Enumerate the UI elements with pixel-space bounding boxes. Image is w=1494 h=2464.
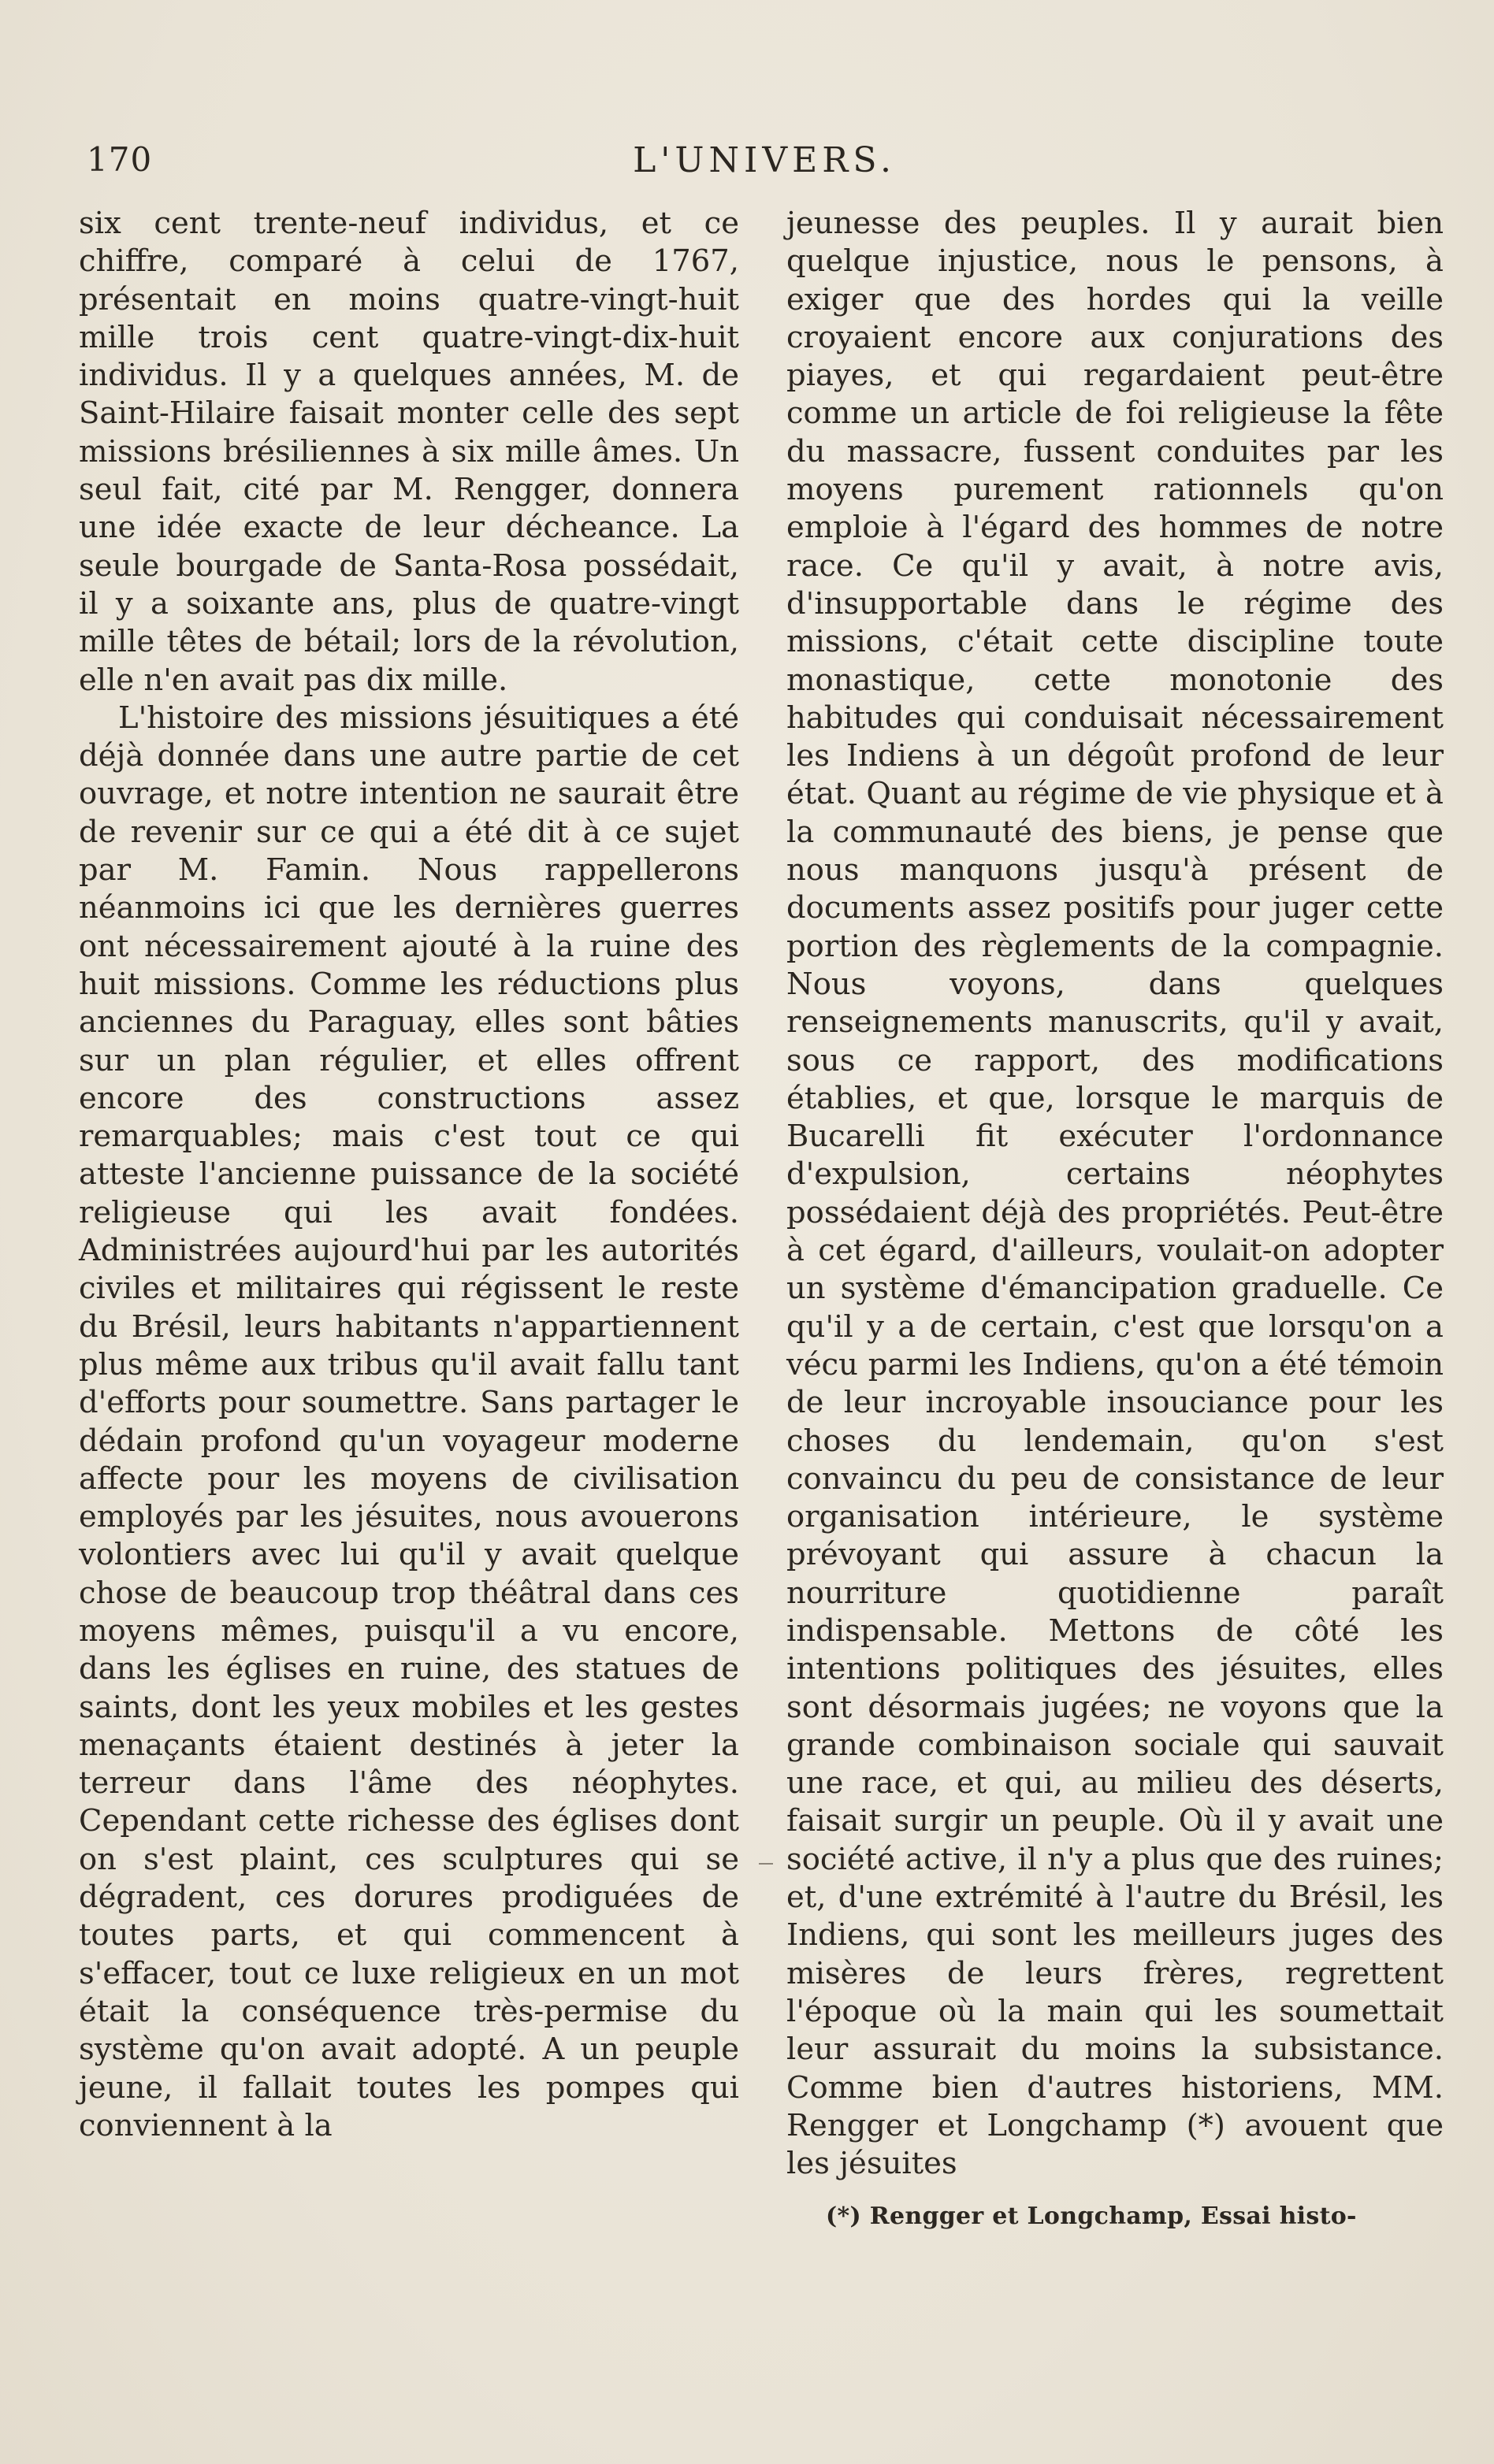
footnote: (*) Rengger et Longchamp, Essai histo- — [826, 2202, 1357, 2230]
right-column — [786, 205, 1444, 2183]
left-paragraph-2: L'histoire des missions jésuitiques a été déjà donnée dans une autre partie de cet ouvrage, et notre intention ne saurait être de revenir sur ce qui a été dit à ce sujet par M. Famin. Nous rappellerons néanmoins ici que les dernières guerres ont nécessairement ajouté à la ruine des huit missions. Comme les réductions plus anciennes du Paraguay, elles sont bâties sur un plan régulier, et elles offrent encore des constructions assez remarquables; mais c'est tout ce qui atteste l'ancienne puissance de la société religieuse qui les avait fondées. Administrées aujourd'hui par les autorités civiles et militaires qui régissent le reste du Brésil, leurs habitants n'appartiennent plus même aux tribus qu'il avait fallu tant d'efforts pour soumettre. Sans partager le dédain profond qu'un voyageur moderne affecte pour les moyens de civilisation employés par les jésuites, nous avouerons volontiers avec lui qu'il y avait quelque chose de beaucoup trop théâtral dans ces moyens mêmes, puisqu'il a vu encore, dans les églises en ruine, des statues de saints, dont les yeux mobiles et les gestes menaçants étaient destinés à jeter la terreur dans l'âme des néophytes. Cependant cette richesse des églises dont on s'est plaint, ces sculptures qui se dégradent, ces dorures prodiguées de toutes parts, et qui commencent à s'effacer, tout ce luxe religieux en un mot était la conséquence très-permise du système qu'on avait adopté. A un peuple jeune, il fallait toutes les pompes qui conviennent à la — [79, 699, 739, 2143]
running-head — [79, 140, 1450, 187]
page-number: 170 — [87, 140, 153, 179]
left-column — [79, 205, 739, 2145]
right-paragraph-1: jeunesse des peuples. Il y aurait bien quelque injustice, nous le pensons, à exiger que des hordes qui la veille croyaient encore aux conjurations des piayes, et qui regardaient peut-être comme un article de foi religieuse la fête du massacre, fussent conduites par les moyens purement rationnels qu'on emploie à l'égard des hommes de notre race. Ce qu'il y avait, à notre avis, d'insupportable dans le régime des missions, c'était cette discipline toute monastique, cette monotonie des habitudes qui conduisait nécessairement les Indiens à un dégoût profond de leur état. Quant au régime de vie physique et à la communauté des biens, je pense que nous manquons jusqu'à présent de documents assez positifs pour juger cette portion des règlements de la compagnie. Nous voyons, dans quelques renseignements manuscrits, qu'il y avait, sous ce rapport, des modifications établies, et que, lorsque le marquis de Bucarelli fit exécuter l'ordonnance d'expulsion, certains néophytes possédaient déjà des propriétés. Peut-être à cet égard, d'ailleurs, voulait-on adopter un système d'émancipation graduelle. Ce qu'il y a de certain, c'est que lorsqu'on a vécu parmi les Indiens, qu'on a été témoin de leur incroyable insouciance pour les choses du lendemain, qu'on s'est convaincu du peu de consistance de leur organisation intérieure, le système prévoyant qui assure à chacun la nourriture quotidienne paraît indispensable. Mettons de côté les intentions politiques des jésuites, elles sont désormais jugées; ne voyons que la grande combinaison sociale qui sauvait une race, et qui, au milieu des déserts, faisait surgir un peuple. Où il y avait une société active, il n'y a plus que des ruines; et, d'une extrémité à l'autre du Brésil, les Indiens, qui sont les meilleurs juges des misères de leurs frères, regrettent l'époque où la main qui les soumettait leur assurait du moins la subsistance. Comme bien d'autres historiens, MM. Rengger et Longchamp (*) avouent que les jésuites — [786, 206, 1444, 2182]
running-title: L'UNIVERS. — [633, 140, 896, 180]
margin-mark — [759, 1863, 773, 1865]
left-paragraph-1: six cent trente-neuf individus, et ce chiffre, comparé à celui de 1767, présentait en moins quatre-vingt-huit mille trois cent quatre-vingt-dix-huit individus. Il y a quelques années, M. de Saint-Hilaire faisait monter celle des sept missions brésiliennes à six mille âmes. Un seul fait, cité par M. Rengger, donnera une idée exacte de leur décheance. La seule bourgade de Santa-Rosa possédait, il y a soixante ans, plus de quatre-vingt mille têtes de bétail; lors de la révolution, elle n'en avait pas dix mille. — [79, 206, 739, 698]
